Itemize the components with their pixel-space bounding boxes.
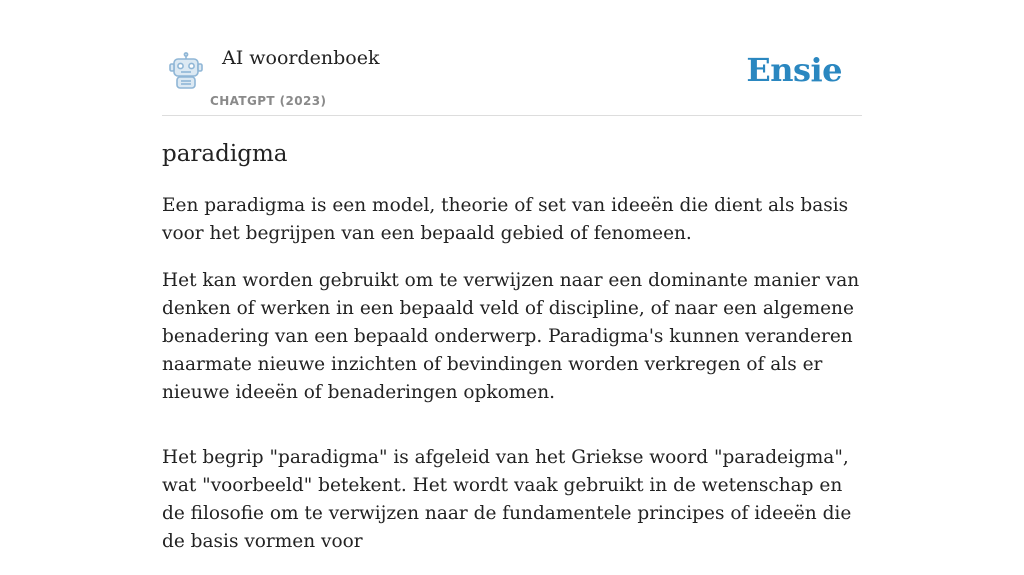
robot-icon <box>166 52 206 90</box>
entry-term: paradigma <box>162 141 288 167</box>
source-year: CHATGPT (2023) <box>210 94 327 108</box>
definition-paragraph: Het kan worden gebruikt om te verwijzen naar een dominante manier van denken of werken in een bepaald veld of discipline, of naar een algemene benadering van een bepaald onderwerp. Paradigma's kunnen veranderen naarmate nieuwe inzichten of bevindingen worden verkregen of als er nieuwe ideeën of benaderingen opkomen. <box>162 270 860 403</box>
ensie-logo[interactable]: Ensie <box>746 51 842 89</box>
source-header <box>162 0 862 116</box>
definition-paragraph: Een paradigma is een model, theorie of set van ideeën die dient als basis voor het begrijpen van een bepaald gebied of fenomeen. <box>162 195 849 244</box>
entry-definition <box>162 192 862 575</box>
dictionary-page <box>162 0 862 552</box>
source-title[interactable]: AI woordenboek <box>222 47 380 69</box>
definition-paragraph: Het begrip "paradigma" is afgeleid van het Griekse woord "paradeigma", wat "voorbeeld" betekent. Het wordt vaak gebruikt in de wetenschap en de filosofie om te verwijzen naar de fundamentele principes of ideeën die de basis vormen voor <box>162 447 852 552</box>
